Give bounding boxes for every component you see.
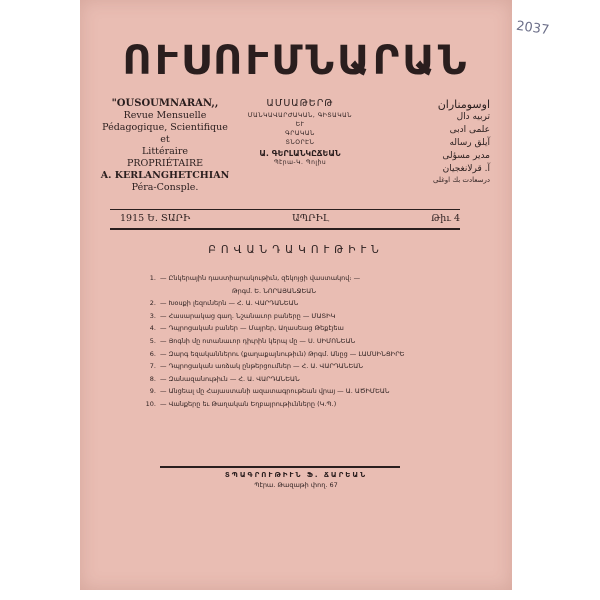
toc-row: 9. — Անցեալ մը Հայաստանի ազատագրութեան վրայ — Ա. ԱԾԻՄԵԱՆ xyxy=(149,387,390,396)
issue-line xyxy=(120,213,460,224)
right-line-5: مدیر مسؤلی xyxy=(442,151,490,161)
toc-row: 4. — Դպրոցական բաներ — Մայրեր, Աղասեաց Թեքէյեա xyxy=(149,324,344,333)
toc-row: 8. — Զանազանութիւն — Հ. Ա. ՎԱՐԴԱՆԵԱՆ xyxy=(149,374,300,383)
issue-bottom-rule xyxy=(110,228,460,230)
left-line-3: et xyxy=(160,134,170,145)
printer-rule xyxy=(160,466,400,468)
handwritten-number: 2037 xyxy=(515,18,551,39)
ottoman-subtitle-block xyxy=(370,98,490,184)
printer-address: Պէրա. Թազաթի փող. 67 xyxy=(254,481,338,489)
right-line-6: آ. قرلانغجیان xyxy=(442,164,490,174)
toc-row: Թրգմ. Ե. ՆՈՐԱՅԱՆՋԵԱՆ xyxy=(232,286,317,295)
right-line-2: تربیه دال xyxy=(456,112,490,122)
center-big: ԱՄՍԱԹԵՐԹ xyxy=(266,98,334,109)
printer-block xyxy=(80,471,512,489)
toc-row: 3. — Հասարակաց գաղ. Նշանաւոր բաները — ՄԱՏԻԿ xyxy=(149,311,336,320)
right-line-3: علمی ادبی xyxy=(449,125,490,135)
left-place: Péra-Consple. xyxy=(131,182,199,193)
issue-top-rule xyxy=(110,209,460,210)
table-of-contents xyxy=(142,272,472,411)
masthead-title: ՈՒՍՈՒՄՆԱՐԱՆ xyxy=(122,38,470,84)
toc-row: 6. — Զարգ եզականներու (քաղաքայնութիւն) Թրգմ. Անըց — ԼԱՄՍԻՆՑԻՐԵ xyxy=(149,349,405,358)
french-subtitle-block xyxy=(90,98,240,194)
issue-number: Թիւ 4 xyxy=(431,213,460,224)
latin-title: "OUSOUMNARAN,, xyxy=(111,98,219,109)
editor-name: Ա. ԳԵՐԼԱՆԿԸՃԵԱՆ xyxy=(259,149,341,158)
center-small-2: ԵՒ xyxy=(295,121,305,128)
magazine-cover xyxy=(80,0,551,590)
left-line-1: Revue Mensuelle xyxy=(123,110,207,121)
toc-row: 7. — Դպրոցական առձակ ընթերցումներ — Հ. Ա. ՎԱՐԴԱՆԵԱՆ xyxy=(149,362,363,371)
armenian-subtitle-block xyxy=(230,98,370,167)
toc-row: 2. — Խօսքի լեզուներն — Հ. Ա. ՎԱՐԴԱՆԵԱՆ xyxy=(149,299,299,308)
left-line-4: Littéraire xyxy=(141,146,188,157)
proprietor-name: A. KERLANGHETCHIAN xyxy=(100,170,230,181)
center-small-3: ԳՐԱԿԱՆ xyxy=(285,130,315,137)
right-line-7: درسعادت بك اوغلی xyxy=(432,176,490,184)
printer-name: ՏՊԱԳՐՈՒԹԻՒՆ Ֆ. ՃԱՐԵԱՆ xyxy=(224,471,368,479)
left-line-2: Pédagogique, Scientifique xyxy=(102,122,228,133)
toc-row: 10. — Վանքերը եւ Թաղական Եղբայրութիւնները (Կ.Պ.) xyxy=(145,399,337,408)
right-line-4: آیلق رساله xyxy=(449,138,490,148)
right-line-1: اوسومناران xyxy=(437,98,490,111)
toc-row: 1. — Ընկերային դաստիարակութիւն, զեկոյցի վաստակով։ — xyxy=(149,274,361,282)
center-small-4: ՏՆՕՐԷՆ xyxy=(285,139,315,146)
left-line-5: PROPRIÉTAIRE xyxy=(126,158,204,169)
center-small-1: ՄԱՆԿԱՎԱՐԺԱԿԱՆ, ԳԻՏԱԿԱՆ xyxy=(247,112,353,119)
issue-year: 1915 Ե. ՏԱՐԻ xyxy=(120,213,191,224)
issue-month: ԱՊՐԻԼ xyxy=(292,213,330,224)
toc-row: 5. — Յոգնի մը ոտանաւոր դիւրին կերպ մը — Ս. ՍԻՄՈՆԵԱՆ xyxy=(149,336,356,345)
contents-title: ԲՈՎԱՆԴԱԿՈՒԹԻՒՆ xyxy=(208,244,384,256)
center-place: Պէրա-Կ. Պոլիս xyxy=(273,159,327,166)
